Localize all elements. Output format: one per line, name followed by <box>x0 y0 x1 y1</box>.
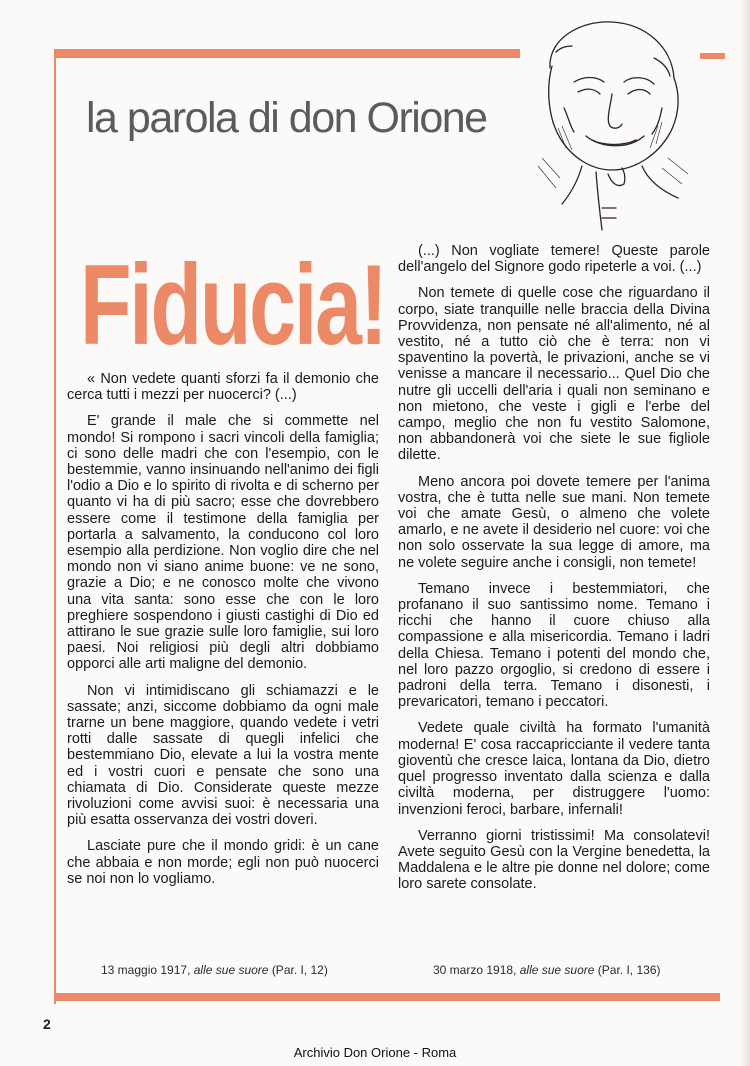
don-orione-portrait-sketch <box>512 8 692 234</box>
headline: Fiducia! <box>80 242 386 369</box>
right-citation <box>433 963 661 977</box>
left-paragraph-1: « Non vedete quanti sforzi fa il demonio che cerca tutti i mezzi per nuocerci? (...) <box>67 371 379 404</box>
right-paragraph-1: (...) Non vogliate temere! Queste parole dell'angelo del Signore godo ripeterle a voi. (...) <box>398 243 710 276</box>
left-paragraph-2: E' grande il male che si commette nel mondo! Si rompono i sacri vincoli della famiglia; ci sono delle madri che con l'esempio, con le bestemmie, vanno insinuando nell'animo dei figli l'odio a Dio e lo spirito di rivolta e di scherno per quanto vi ha di più sacro; esse che dovrebbero essere come il testimone della famiglia per portarla a salvamento, la conducono col loro esempio alla perdizione. Non voglio dire che nel mondo non vi siano anime buone: ve ne sono, grazie a Dio; e ne conosco molte che vivono una vita santa: sono esse che con le loro preghiere sospendono i giusti castighi di Dio ed attirano le sue grazie sulle loro famiglie, sui loro paesi. Noi religiosi più degli altri dobbiamo opporci alle arti maligne del demonio. <box>67 413 379 673</box>
right-citation-recipient: alle sue suore <box>519 963 595 977</box>
left-citation <box>101 963 328 977</box>
right-column <box>398 243 710 903</box>
right-paragraph-3: Meno ancora poi dovete temere per l'anima vostra, che è tutta nelle sue mani. Non temete voi che amate Gesù, o almeno che volete amarlo, e ne avete il desiderio nel cuore: voi che non solo osservate la sua legge di amore, ma ne volete seguire anche i consigli, non temete! <box>398 473 710 571</box>
left-paragraph-4: Lasciate pure che il mondo gridi: è un cane che abbaia e non morde; egli non può nuocerci se noi non lo vogliamo. <box>67 838 379 887</box>
left-paragraph-3: Non vi intimidiscano gli schiamazzi e le sassate; anzi, siccome dobbiamo da ogni male trarne un bene maggiore, quando vedete i vetri rotti dalle sassate di quegli infelici che bestemmiano Dio, elevate a lui la vostra mente ed i vostri cuori e pensate che sono una chiamata di Dio. Considerate queste mezze rivoluzioni come avvisi suoi: è necessaria una più esatta osservanza dei vostri doveri. <box>67 682 379 829</box>
page-edge-shadow <box>740 0 750 1066</box>
page-number: 2 <box>43 1016 51 1032</box>
archive-caption: Archivio Don Orione - Roma <box>293 1045 457 1060</box>
left-citation-date: 13 maggio 1917, <box>101 963 191 977</box>
left-citation-ref: (Par. I, 12) <box>271 963 328 977</box>
right-citation-ref: (Par. I, 136) <box>597 963 661 977</box>
bottom-accent-rule <box>55 993 720 1001</box>
top-accent-rule-right <box>700 53 725 59</box>
section-title: la parola di don Orione <box>86 94 487 142</box>
right-paragraph-2: Non temete di quelle cose che riguardano il corpo, siate tranquille nelle braccia della Divina Provvidenza, non pensate né all'alimento, né al vestito, né a tutto ciò che è terra: non vi spaventino la povertà, le privazioni, anche se vi venisse a mancare il necessario... Quel Dio che nutre gli uccelli dell'aria i quali non seminano e non mietono, che veste i gigli e l'erbe del campo, meglio che non fu vestito Salomone, non abbandonerà voi che siete le sue figliole dilette. <box>398 285 710 464</box>
right-paragraph-5: Vedete quale civiltà ha formato l'umanità moderna! E' cosa raccapricciante il vedere tanta gioventù che cresce laica, lontana da Dio, dietro quel progresso inventato dalla scienza e dalla civiltà moderna, per distruggere l'uomo: invenzioni feroci, barbare, infernali! <box>398 720 710 818</box>
right-citation-date: 30 marzo 1918, <box>433 963 517 977</box>
left-column <box>67 371 379 897</box>
top-accent-rule <box>55 49 520 58</box>
left-accent-rule <box>54 49 56 1004</box>
right-paragraph-6: Verranno giorni tristissimi! Ma consolatevi! Avete seguito Gesù con la Vergine benedetta, la Maddalena e le altre pie donne nel dolore; come loro sarete consolate. <box>398 827 710 893</box>
left-citation-recipient: alle sue suore <box>193 963 269 977</box>
right-paragraph-4: Temano invece i bestemmiatori, che profanano il suo santissimo nome. Temano i ricchi che hanno il cuore chiuso alla compassione e alla misericordia. Temano i ladri della Chiesa. Temano i potenti del mondo che, nel loro pazzo orgoglio, si credono di essere i padroni della terra. Temano i disonesti, i prevaricatori, temano i peccatori. <box>398 580 710 711</box>
